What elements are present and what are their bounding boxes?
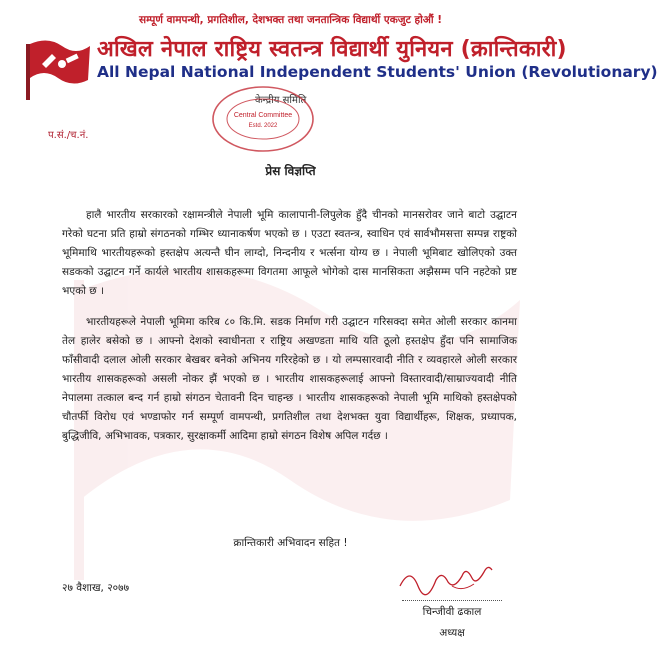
organization-title-nepali: अखिल नेपाल राष्ट्रिय स्वतन्त्र विद्यार्थी युनियन (क्रान्तिकारी) [97, 37, 567, 62]
central-committee-subtitle: केन्द्रीय समिति [255, 95, 307, 106]
reference-number-label: प.सं./च.नं. [48, 130, 89, 141]
organization-seal [208, 84, 318, 154]
body-paragraph-1: हालै भारतीय सरकारको रक्षामन्त्रीले नेपाली भूमि कालापानी-लिपुलेक हुँदै चीनको मानसरोवर जाने बाटो उद्घाटन गरेको घटना प्रति हाम्रो संगठनको गम्भिर ध्यानाकर्षण भएको छ । एउटा स्वतन्त्र, स्वाधिन एवं सार्वभौमसत्ता सम्पन्न राष्ट्रको भूमिमाथि भारतीयहरूको हस्तक्षेप अत्यन्तै घीन लाग्दो, निन्दनीय र भर्त्सना योग्य छ । नेपाली भूमिबाट खोलिएको उक्त सडकको उद्घाटन गर्ने कार्यले भारतीय शासकहरूमा विगतमा आफूले भोगेको दास मानसिकता अझैसम्म पनि नहटेको प्रष्ट भएको छ । [62, 209, 517, 297]
closing-salutation: क्रान्तिकारी अभिवादन सहित ! [233, 537, 348, 549]
press-release-title: प्रेस विज्ञप्ति [265, 164, 316, 178]
seal-text-established: Estd. 2022 [248, 123, 278, 129]
signer-role: अध्यक्ष [439, 627, 465, 639]
press-release-body [62, 206, 517, 458]
header-slogan: सम्पूर्ण वामपन्थी, प्रगतिशील, देशभक्त तथा जनतान्त्रिक विद्यार्थी एकजुट होऔं ! [138, 14, 442, 26]
seal-text-committee: Central Committee [233, 112, 293, 119]
organization-title-english: All Nepal National Independent Students' Union (Revolutionary) [97, 63, 658, 81]
signature-line [402, 600, 502, 601]
handwritten-signature [392, 556, 502, 602]
release-date: २७ वैशाख, २०७७ [62, 582, 130, 594]
body-paragraph-2: भारतीयहरूले नेपाली भूमिमा करिब ८० कि.मि. सडक निर्माण गरी उद्घाटन गरिसक्दा समेत ओली सरकार कानमा तेल हालेर बसेको छ । आफ्नो देशको स्वाधीनता र राष्ट्रिय अखण्डता माथि यति ठूलो हस्तक्षेप हुँदा पनि सामाजिक फाँसीवादी दलाल ओली सरकार बेखबर बनेको अभिनय गरिरहेको छ । यो लम्पसारवादी नीति र व्यवहारले ओली सरकार भारतीय शासकहरूको असली नोकर झैं भएको छ । भारतीय शासकहरूलाई आफ्नो विस्तारवादी/साम्राज्यवादी नीति नेपालमा तत्काल बन्द गर्न हाम्रो संगठन चेतावनी दिन चाहन्छ । भारतीय शासकहरूको नेपाली भूमि माथिको हस्तक्षेपको चौतर्फी विरोध एवं भण्डाफोर गर्न सम्पूर्ण वामपन्थी, प्रगतिशील तथा देशभक्त युवा विद्यार्थीहरू, शिक्षक, प्रध्यापक, बुद्धिजीवि, अभिभावक, पत्रकार, सुरक्षाकर्मी आदिमा हाम्रो संगठन विशेष अपिल गर्दछ । [62, 316, 518, 442]
signer-name: चिन्जीवी ढकाल [422, 606, 482, 618]
flag-logo-icon [22, 34, 92, 100]
